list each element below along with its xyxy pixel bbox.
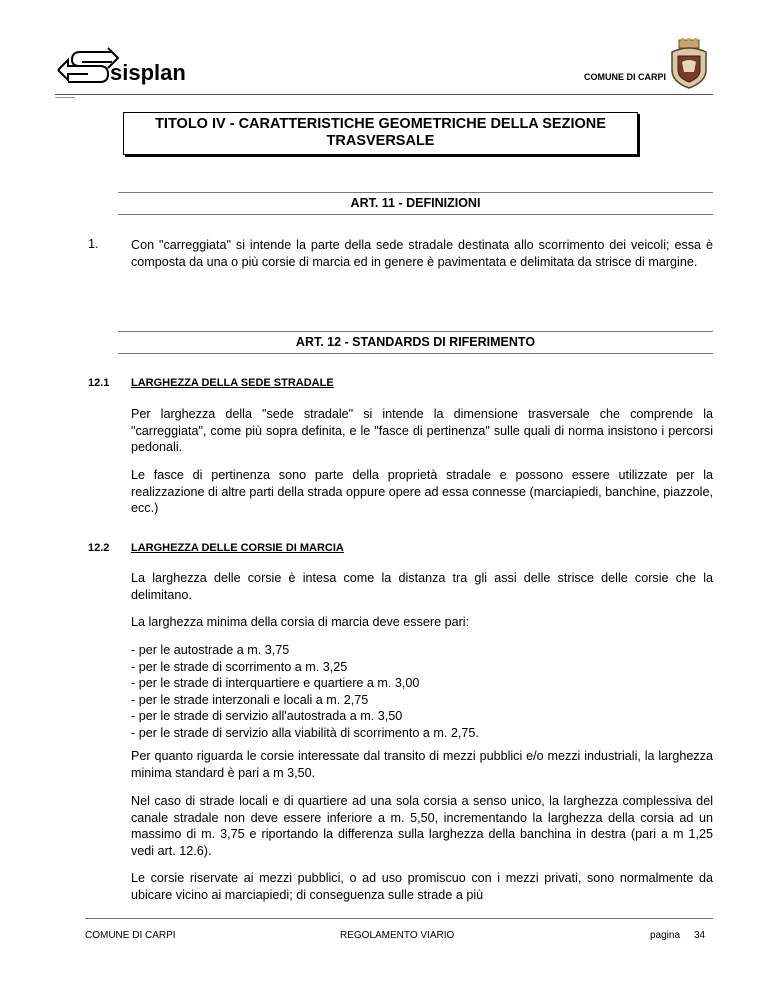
section-12-1-number: 12.1 — [88, 377, 110, 389]
list-item: - per le strade interzonali e locali a m. 2,75 — [131, 692, 369, 707]
list-item: - per le strade di interquartiere e quartiere a m. 3,00 — [131, 676, 420, 690]
section-12-1-title: LARGHEZZA DELLA SEDE STRADALE — [131, 377, 334, 389]
art11-rule-top — [118, 192, 713, 193]
list-item: - per le autostrade a m. 3,75 — [131, 643, 290, 657]
art11-rule-bottom — [118, 214, 713, 215]
list-item: - per le strade di servizio all'autostrada a m. 3,50 — [131, 709, 403, 723]
footer-left: COMUNE DI CARPI — [85, 930, 176, 941]
header-comune: COMUNE DI CARPI — [583, 72, 666, 82]
footer-page-number: 34 — [694, 930, 706, 941]
section-12-2-number: 12.2 — [88, 542, 110, 554]
chapter-title-line1: TITOLO IV - CARATTERISTICHE GEOMETRICHE DELLA SEZIONE — [155, 116, 606, 132]
section-12-1-paragraph-1: Per larghezza della "sede stradale" si intende la dimensione trasversale che comprende la "carreggiata", come più sopra definita, e le "fasce di pertinenza" sulle quali di norma insistono i percorsi pedonali. — [131, 407, 713, 454]
footer-center: REGOLAMENTO VIARIO — [340, 930, 455, 941]
header-subrule — [55, 97, 75, 98]
section-12-2-paragraph-3: Per quanto riguarda le corsie interessate dal transito di mezzi pubblici e/o mezzi industriali, la larghezza minima standard è pari a m 3,50. — [131, 749, 713, 780]
art11-heading: ART. 11 - DEFINIZIONI — [350, 196, 481, 210]
section-12-2-paragraph-2: La larghezza minima della corsia di marcia deve essere pari: — [131, 615, 470, 629]
chapter-title-box — [123, 112, 638, 155]
coat-of-arms-icon — [668, 38, 710, 90]
list-item: - per le strade di servizio alla viabilità di scorrimento a m. 2,75. — [131, 725, 479, 740]
section-12-1-paragraph-2: Le fasce di pertinenza sono parte della proprietà stradale e possono essere utilizzate per la realizzazione di altre parti della strada oppure opere ad essa connesse (marciapiedi, banchine, piazzole, ecc.) — [131, 468, 713, 515]
section-12-2-paragraph-4: Nel caso di strade locali e di quartiere ad una sola corsia a senso unico, la larghezza complessiva del canale stradale non deve essere inferiore a m. 5,50, incrementando la larghezza della corsia ad un massimo di m. 3,75 e riportando la differenza sulla larghezza della banchina in destra (pari a m 1,25 vedi art. 12.6). — [131, 794, 713, 858]
chapter-title-line2: TRASVERSALE — [326, 133, 435, 149]
list-item: - per le strade di scorrimento a m. 3,25 — [131, 659, 348, 674]
section-12-2-paragraph-1: La larghezza delle corsie è intesa come la distanza tra gli assi delle strisce delle corsie che la delimitano. — [131, 571, 713, 602]
section-12-2-paragraph-5: Le corsie riservate ai mezzi pubblici, o ad uso promiscuo con i mezzi privati, sono normalmente da ubicare vicino ai marciapiedi; di conseguenza sulle strade a più — [131, 871, 713, 902]
art12-rule-top — [118, 331, 713, 332]
footer-page-label: pagina — [650, 930, 681, 941]
art12-rule-bottom — [118, 353, 713, 354]
section-12-2-title: LARGHEZZA DELLE CORSIE DI MARCIA — [131, 542, 344, 554]
art12-heading: ART. 12 - STANDARDS DI RIFERIMENTO — [295, 335, 536, 349]
art11-paragraph: Con "carreggiata" si intende la parte della sede stradale destinata allo scorrimento dei veicoli; essa è composta da una o più corsie di marcia ed in genere è pavimentata e delimitata da strisce di margine. — [131, 238, 713, 269]
lane-width-list — [131, 642, 713, 741]
footer-rule — [85, 918, 713, 919]
logo-text: sisplan — [110, 60, 186, 85]
art11-item-number: 1. — [88, 237, 99, 251]
header-rule — [55, 94, 713, 95]
